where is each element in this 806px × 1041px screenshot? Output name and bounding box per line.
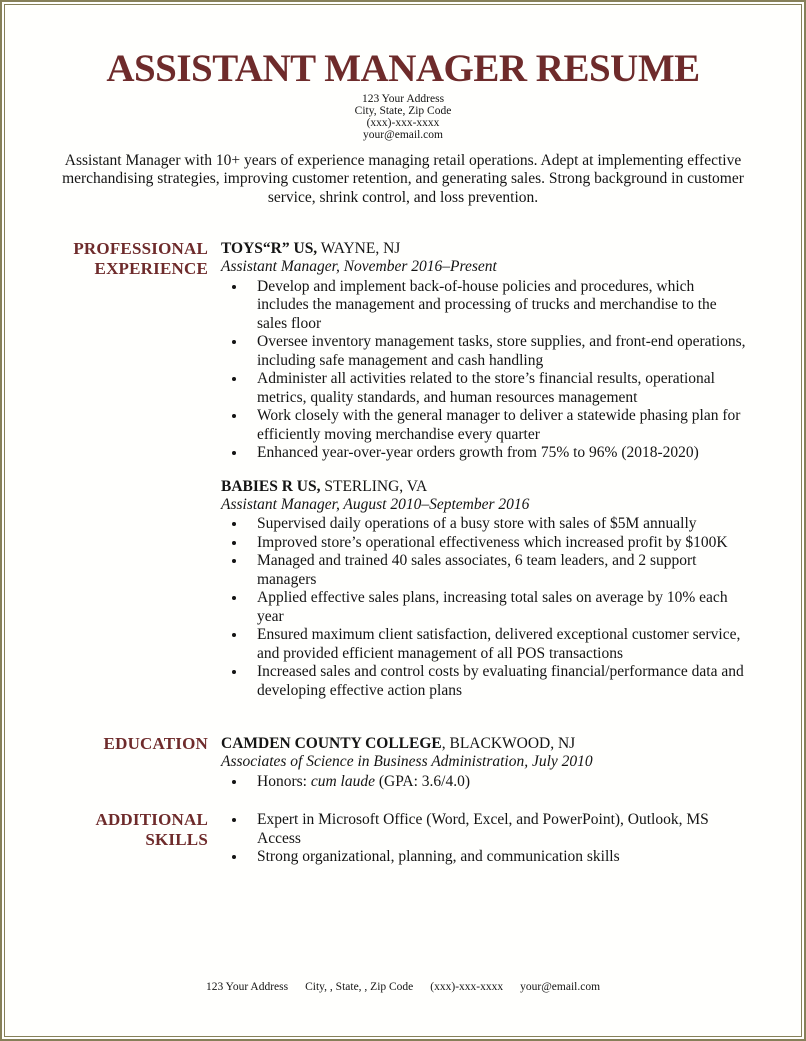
- heading-professional-experience: PROFESSIONAL EXPERIENCE: [73, 239, 208, 278]
- company-name: TOYS“R” US,: [221, 240, 318, 258]
- resume-title: ASSISTANT MANAGER RESUME: [106, 47, 700, 90]
- footer-email: your@email.com: [520, 981, 601, 993]
- education-body: [221, 734, 748, 791]
- bullet-item: • Ensured maximum client satisfaction, delivered exceptional customer service, and provided efficient management of all POS transactions: [247, 626, 748, 663]
- job-title-dates: Assistant Manager, November 2016–Present: [221, 258, 497, 276]
- footer-contact-bar: [5, 981, 801, 994]
- bullet-item: • Develop and implement back-of-house policies and procedures, which includes the management and processing of trucks and merchandise to the sales floor: [247, 278, 748, 334]
- honors-bullet: [247, 773, 748, 792]
- bullet-item: • Oversee inventory management tasks, store supplies, and front-end operations, including safe management and cash handling: [247, 333, 748, 370]
- degree-line: Associates of Science in Business Administration, July 2010: [221, 753, 593, 771]
- skill-item: • Strong organizational, planning, and communication skills: [247, 848, 748, 867]
- section-additional-skills: [58, 810, 748, 867]
- bullet-item: • Supervised daily operations of a busy store with sales of $5M annually: [247, 515, 748, 534]
- school-name: CAMDEN COUNTY COLLEGE: [221, 735, 442, 753]
- honors-distinction: cum laude: [310, 772, 375, 790]
- job-bullet-list: [221, 278, 748, 463]
- footer-address: 123 Your Address: [205, 981, 289, 993]
- school-line: [221, 734, 748, 753]
- honors-prefix: Honors:: [257, 772, 311, 790]
- job-entry-toys-r-us: [221, 239, 748, 463]
- resume-sections: [58, 239, 748, 867]
- education-bullet-list: [221, 773, 748, 792]
- job-bullet-list: [221, 515, 748, 700]
- section-professional-experience: [58, 239, 748, 700]
- job-title-dates: Assistant Manager, August 2010–September 2016: [221, 495, 530, 513]
- summary-paragraph: Assistant Manager with 10+ years of experience managing retail operations. Adept at implementing effective merchandising strategies, improving customer retention, and generating sales. Strong background in customer service, shrink control, and loss prevention.: [62, 151, 744, 206]
- contact-city-state-zip: City, State, Zip Code: [354, 104, 452, 117]
- contact-address: 123 Your Address: [361, 92, 445, 105]
- contact-email: your@email.com: [363, 128, 443, 141]
- bullet-item: • Work closely with the general manager to deliver a statewide phasing plan for efficiently moving merchandise every quarter: [247, 407, 748, 444]
- school-location: , BLACKWOOD, NJ: [441, 735, 576, 753]
- skills-bullet-list: [221, 811, 748, 867]
- company-name: BABIES R US,: [221, 477, 321, 495]
- resume-page-inner-border: [4, 4, 802, 1037]
- company-location: STERLING, VA: [320, 477, 428, 495]
- bullet-item: • Managed and trained 40 sales associates, 6 team leaders, and 2 support managers: [247, 552, 748, 589]
- company-location: WAYNE, NJ: [317, 240, 401, 258]
- footer-phone: (xxx)-xxx-xxxx: [430, 981, 504, 993]
- company-line: [221, 477, 748, 496]
- skills-body: [221, 810, 748, 867]
- honors-gpa: (GPA: 3.6/4.0): [374, 772, 470, 790]
- contact-block: [58, 93, 748, 141]
- contact-phone: (xxx)-xxx-xxxx: [366, 116, 440, 129]
- section-education: [58, 734, 748, 791]
- footer-city-state-zip: City, , State, , Zip Code: [305, 981, 414, 993]
- bullet-item: • Enhanced year-over-year orders growth from 75% to 96% (2018-2020): [247, 444, 748, 463]
- skill-item: • Expert in Microsoft Office (Word, Excel, and PowerPoint), Outlook, MS Access: [247, 811, 748, 848]
- bullet-item: • Applied effective sales plans, increasing total sales on average by 10% each year: [247, 589, 748, 626]
- bullet-item: • Improved store’s operational effectiveness which increased profit by $100K: [247, 534, 748, 553]
- experience-body: [221, 239, 748, 700]
- heading-additional-skills: ADDITIONAL SKILLS: [95, 810, 208, 849]
- job-entry-babies-r-us: [221, 477, 748, 701]
- bullet-item: • Administer all activities related to the store’s financial results, operational metrics, quality standards, and human resources management: [247, 370, 748, 407]
- bullet-item: • Increased sales and control costs by evaluating financial/performance data and developing effective action plans: [247, 663, 748, 700]
- company-line: [221, 239, 748, 258]
- heading-education: EDUCATION: [103, 734, 208, 754]
